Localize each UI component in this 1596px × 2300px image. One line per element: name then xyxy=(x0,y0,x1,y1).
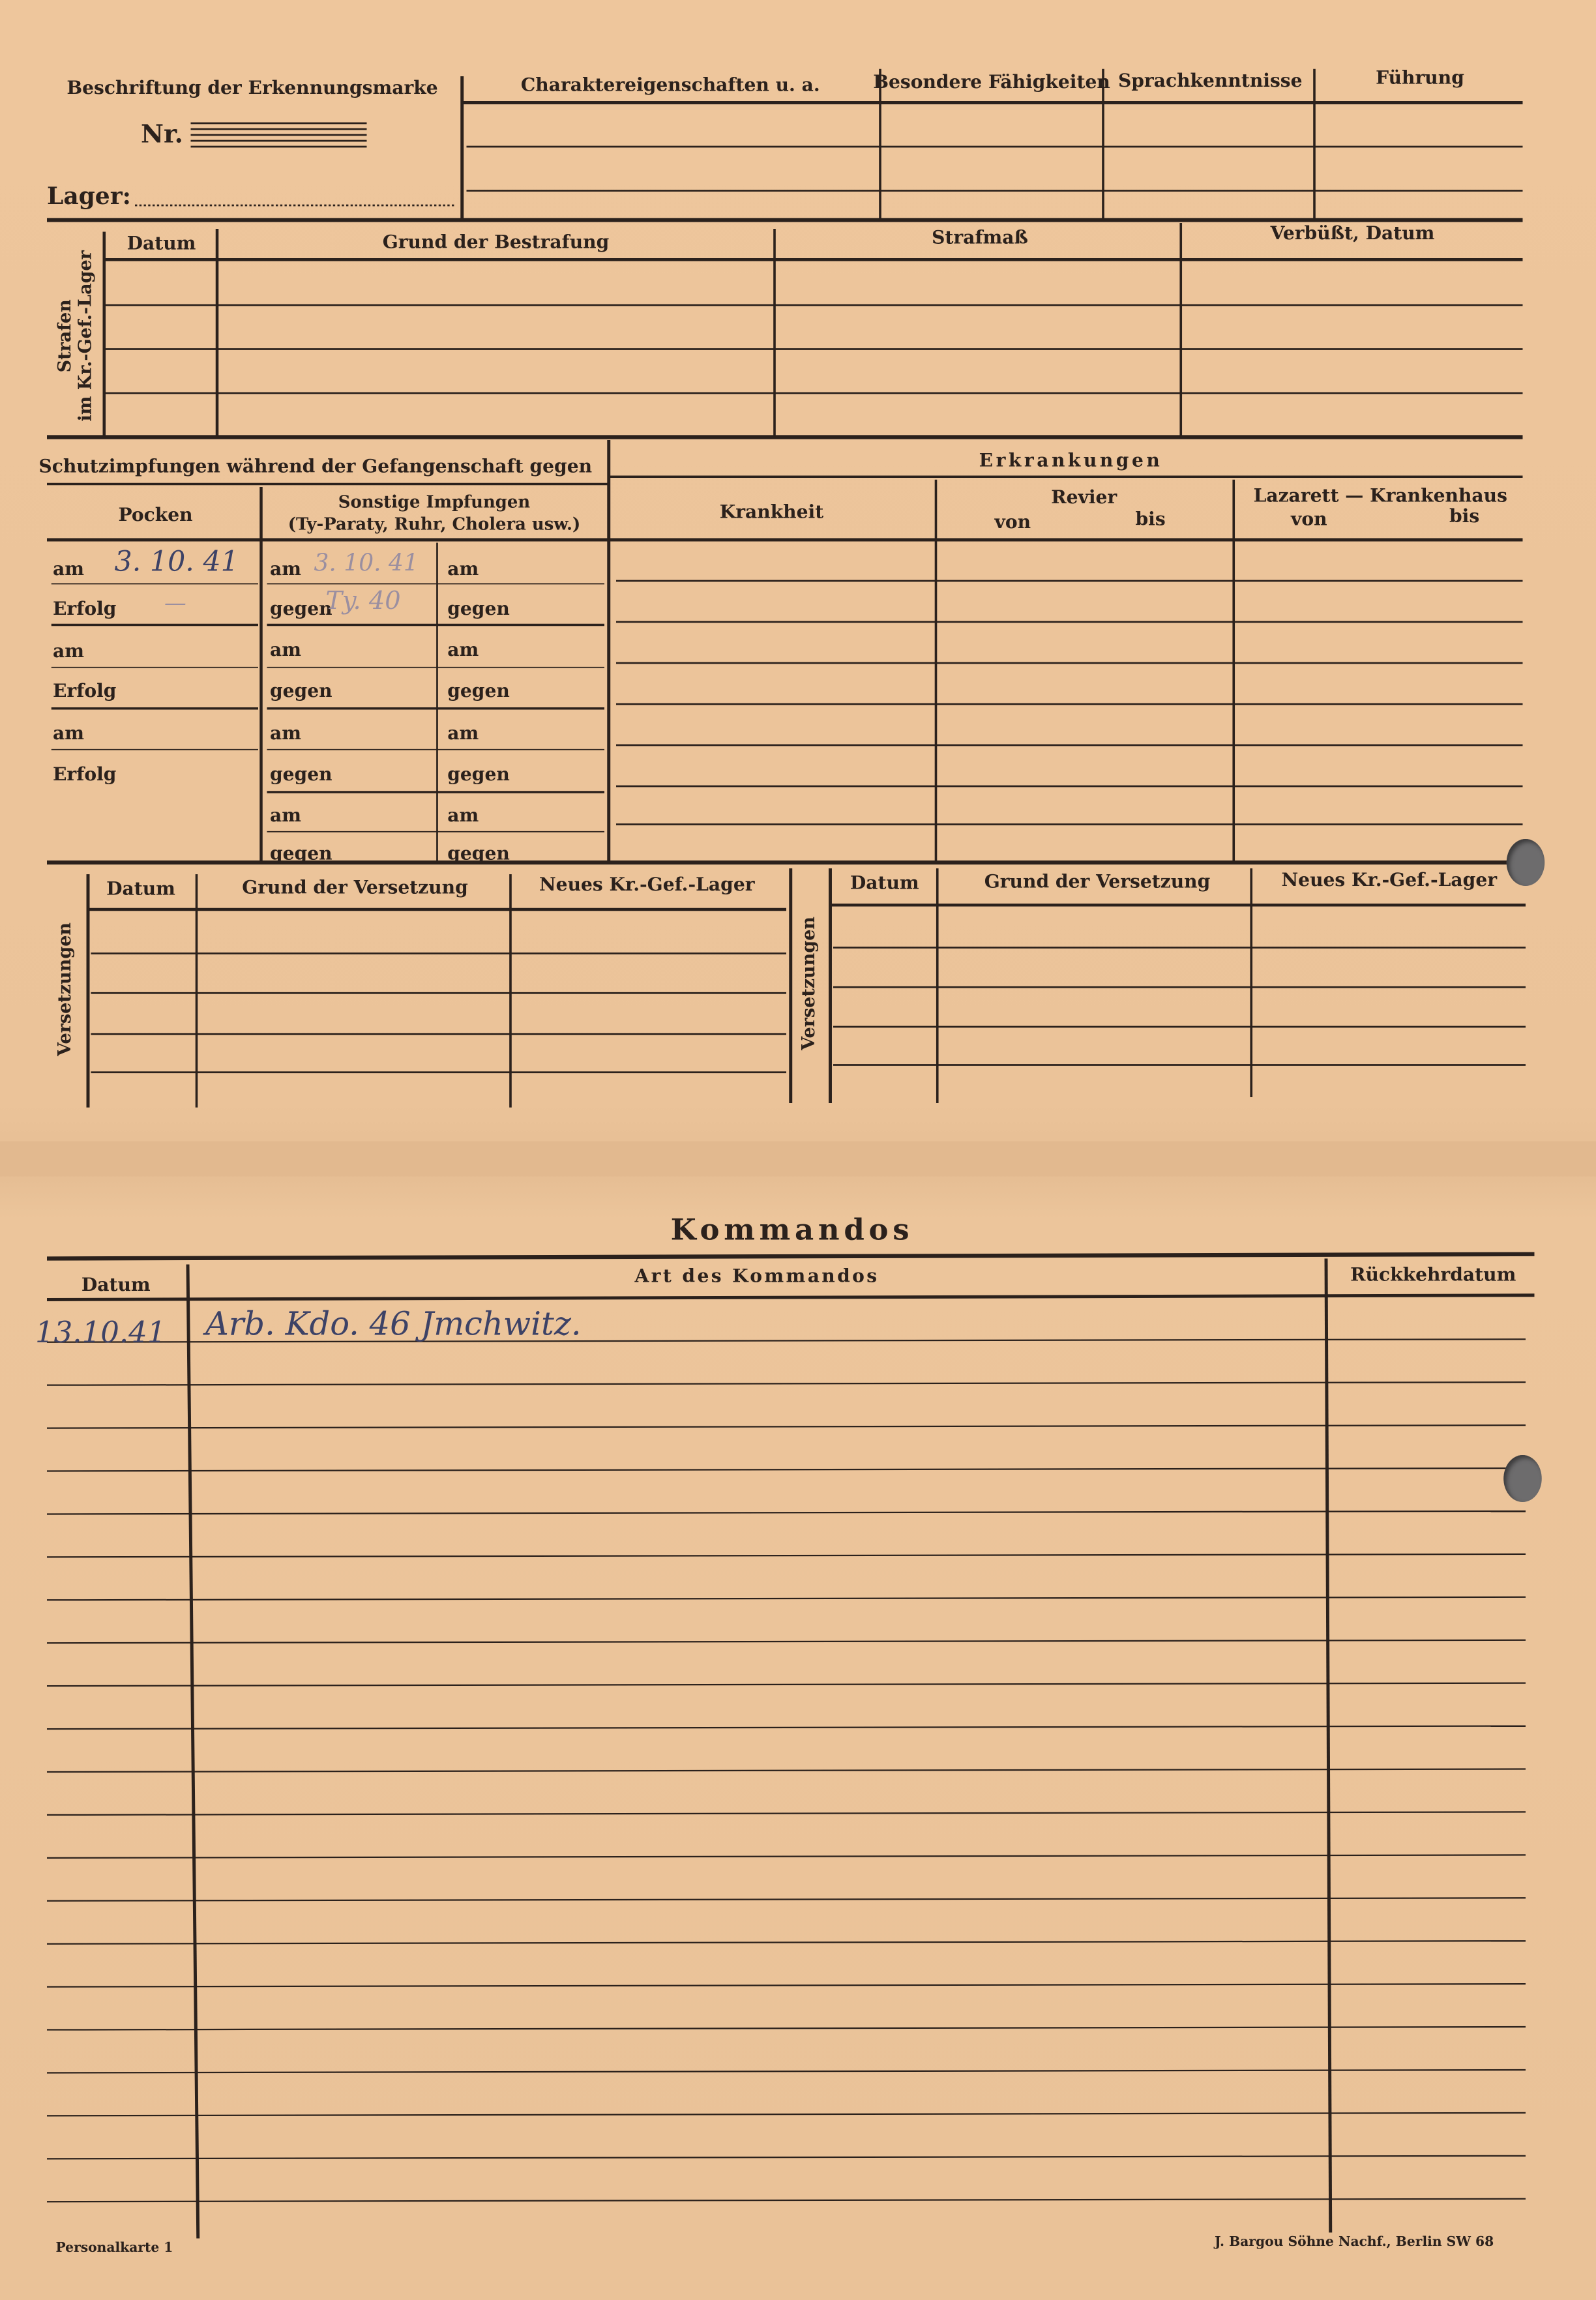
pocken-am-2: am xyxy=(53,640,84,662)
pocken-erfolg-1: Erfolg xyxy=(53,597,117,619)
lazarett-header: Lazarett — Krankenhaus xyxy=(1253,484,1507,507)
sonstige-a-am-1: am xyxy=(270,557,301,580)
strafen-strafmass-header: Strafmaß xyxy=(932,226,1028,248)
strafen-side-line1: Strafen xyxy=(54,299,75,373)
strafen-side-label xyxy=(56,244,96,429)
sonstige-b-am-3: am xyxy=(447,722,479,744)
sonstige-b-gegen-1: gegen xyxy=(447,597,510,619)
pocken-erfolg-3: Erfolg xyxy=(53,763,117,785)
sonstige-b-am-4: am xyxy=(447,804,479,826)
sonstige-header-line2: (Ty-Paraty, Ruhr, Cholera usw.) xyxy=(288,513,581,534)
versetzungen-right-grund-header: Grund der Versetzung xyxy=(984,870,1211,892)
kommandos-rueckkehr-header: Rückkehrdatum xyxy=(1350,1263,1516,1285)
kommando-ruled-line xyxy=(47,2113,1526,2116)
sonstige-b-am-1: am xyxy=(447,557,479,580)
kommando-ruled-line xyxy=(47,2070,1526,2073)
versetzungen-side-label-right: Versetzungen xyxy=(798,916,819,1050)
kommandos-art-header: Art des Kommandos xyxy=(634,1264,879,1287)
strafen-verbuesst-header: Verbüßt, Datum xyxy=(1270,221,1435,244)
versetzungen-left-grund-header: Grund der Versetzung xyxy=(242,876,468,898)
versetzungen-right-datum-header: Datum xyxy=(850,871,919,894)
lager-label: Lager: xyxy=(47,182,131,210)
revier-header: Revier xyxy=(1051,485,1117,508)
sonstige-a-am-4: am xyxy=(270,804,301,826)
sonstige-a-gegen-2: gegen xyxy=(270,679,332,701)
versetzungen-right-lager-header: Neues Kr.-Gef.-Lager xyxy=(1281,868,1498,891)
kommando-ruled-line xyxy=(47,1597,1526,1600)
sonstige-gegen-handwritten: Ty. 40 xyxy=(325,587,401,616)
strafen-datum-header: Datum xyxy=(126,231,196,254)
fuehrung-header: Führung xyxy=(1376,66,1464,88)
sonstige-b-gegen-3: gegen xyxy=(447,763,510,785)
sonstige-a-gegen-1: gegen xyxy=(270,597,332,619)
pocken-am-3: am xyxy=(53,722,84,744)
kommandos-datum-header: Datum xyxy=(81,1273,151,1295)
fold-crease xyxy=(0,1142,1596,1177)
strafen-grid xyxy=(47,223,1523,437)
strafen-grund-header: Grund der Bestrafung xyxy=(382,230,610,252)
kommando-ruled-line xyxy=(47,2027,1526,2030)
faehigkeiten-header: Besondere Fähigkeiten xyxy=(873,70,1110,93)
kommando-ruled-line xyxy=(47,1683,1526,1687)
pocken-header: Pocken xyxy=(118,503,193,525)
punch-hole-upper xyxy=(1507,839,1545,886)
punch-hole-lower xyxy=(1503,1455,1542,1502)
sonstige-a-gegen-3: gegen xyxy=(270,763,332,785)
kommando-ruled-line xyxy=(47,1898,1526,1901)
kommando-ruled-line xyxy=(47,1941,1526,1944)
sonstige-a-am-3: am xyxy=(270,722,301,744)
versetzungen-left-lager-header: Neues Kr.-Gef.-Lager xyxy=(539,872,755,895)
pocken-am-1: am xyxy=(53,557,84,580)
charakter-header: Charaktereigenschaften u. a. xyxy=(520,73,820,96)
revier-bis: bis xyxy=(1135,507,1166,530)
tag-label: Beschriftung der Erkennungsmarke xyxy=(66,76,438,98)
sonstige-b-gegen-2: gegen xyxy=(447,679,510,701)
versetzungen-left-datum-header: Datum xyxy=(106,877,175,900)
kommando-ruled-line xyxy=(47,1425,1526,1428)
kommandos-title: Kommandos xyxy=(670,1211,914,1247)
sprachen-header: Sprachkenntnisse xyxy=(1117,68,1303,91)
sonstige-a-gegen-4: gegen xyxy=(270,842,332,864)
sonstige-date-handwritten: 3. 10. 41 xyxy=(314,548,419,577)
kommando-ruled-line xyxy=(47,2156,1526,2159)
printer-imprint: J. Bargou Söhne Nachf., Berlin SW 68 xyxy=(1215,2235,1494,2250)
kommandos-grid xyxy=(47,1254,1535,2239)
kommando-ruled-line xyxy=(47,1855,1526,1858)
kommando-ruled-line xyxy=(47,1554,1526,1557)
pocken-date-handwritten: 3. 10. 41 xyxy=(114,546,239,578)
lazarett-bis: bis xyxy=(1449,505,1480,527)
revier-von: von xyxy=(994,510,1031,533)
krankheit-header: Krankheit xyxy=(719,500,824,522)
strafen-side-line2: im Kr.-Gef.-Lager xyxy=(74,250,95,422)
sonstige-header-line1: Sonstige Impfungen xyxy=(338,491,531,512)
kommando-ruled-line xyxy=(47,1468,1526,1471)
kommando-ruled-line xyxy=(47,2199,1526,2202)
kommando-entry-datum: 13.10.41 xyxy=(35,1314,166,1349)
erkrankungen-heading: Erkrankungen xyxy=(979,449,1163,471)
lazarett-von: von xyxy=(1291,507,1327,530)
kommandos-ruled-lines xyxy=(47,1339,1526,2202)
sonstige-a-am-2: am xyxy=(270,638,301,660)
sonstige-b-am-2: am xyxy=(447,638,479,660)
pocken-erfolg-handwritten: — xyxy=(164,589,186,616)
sonstige-b-gegen-4: gegen xyxy=(447,842,510,864)
form-name: Personalkarte 1 xyxy=(55,2241,173,2256)
kommando-ruled-line xyxy=(47,1640,1526,1644)
kommando-ruled-line xyxy=(47,1726,1526,1730)
kommando-ruled-line xyxy=(47,1812,1526,1815)
kommando-entry-art: Arb. Kdo. 46 Jmchwitz. xyxy=(205,1306,582,1344)
versetzungen-side-label-left: Versetzungen xyxy=(54,922,75,1056)
kommando-ruled-line xyxy=(47,1769,1526,1773)
kommando-ruled-line xyxy=(47,1984,1526,1987)
impfungen-heading: Schutzimpfungen während der Gefangenschaft gegen xyxy=(38,454,593,477)
pocken-erfolg-2: Erfolg xyxy=(53,679,117,701)
kommando-ruled-line xyxy=(47,1511,1526,1514)
kommando-ruled-line xyxy=(47,1382,1526,1385)
nr-label: Nr. xyxy=(141,120,183,150)
